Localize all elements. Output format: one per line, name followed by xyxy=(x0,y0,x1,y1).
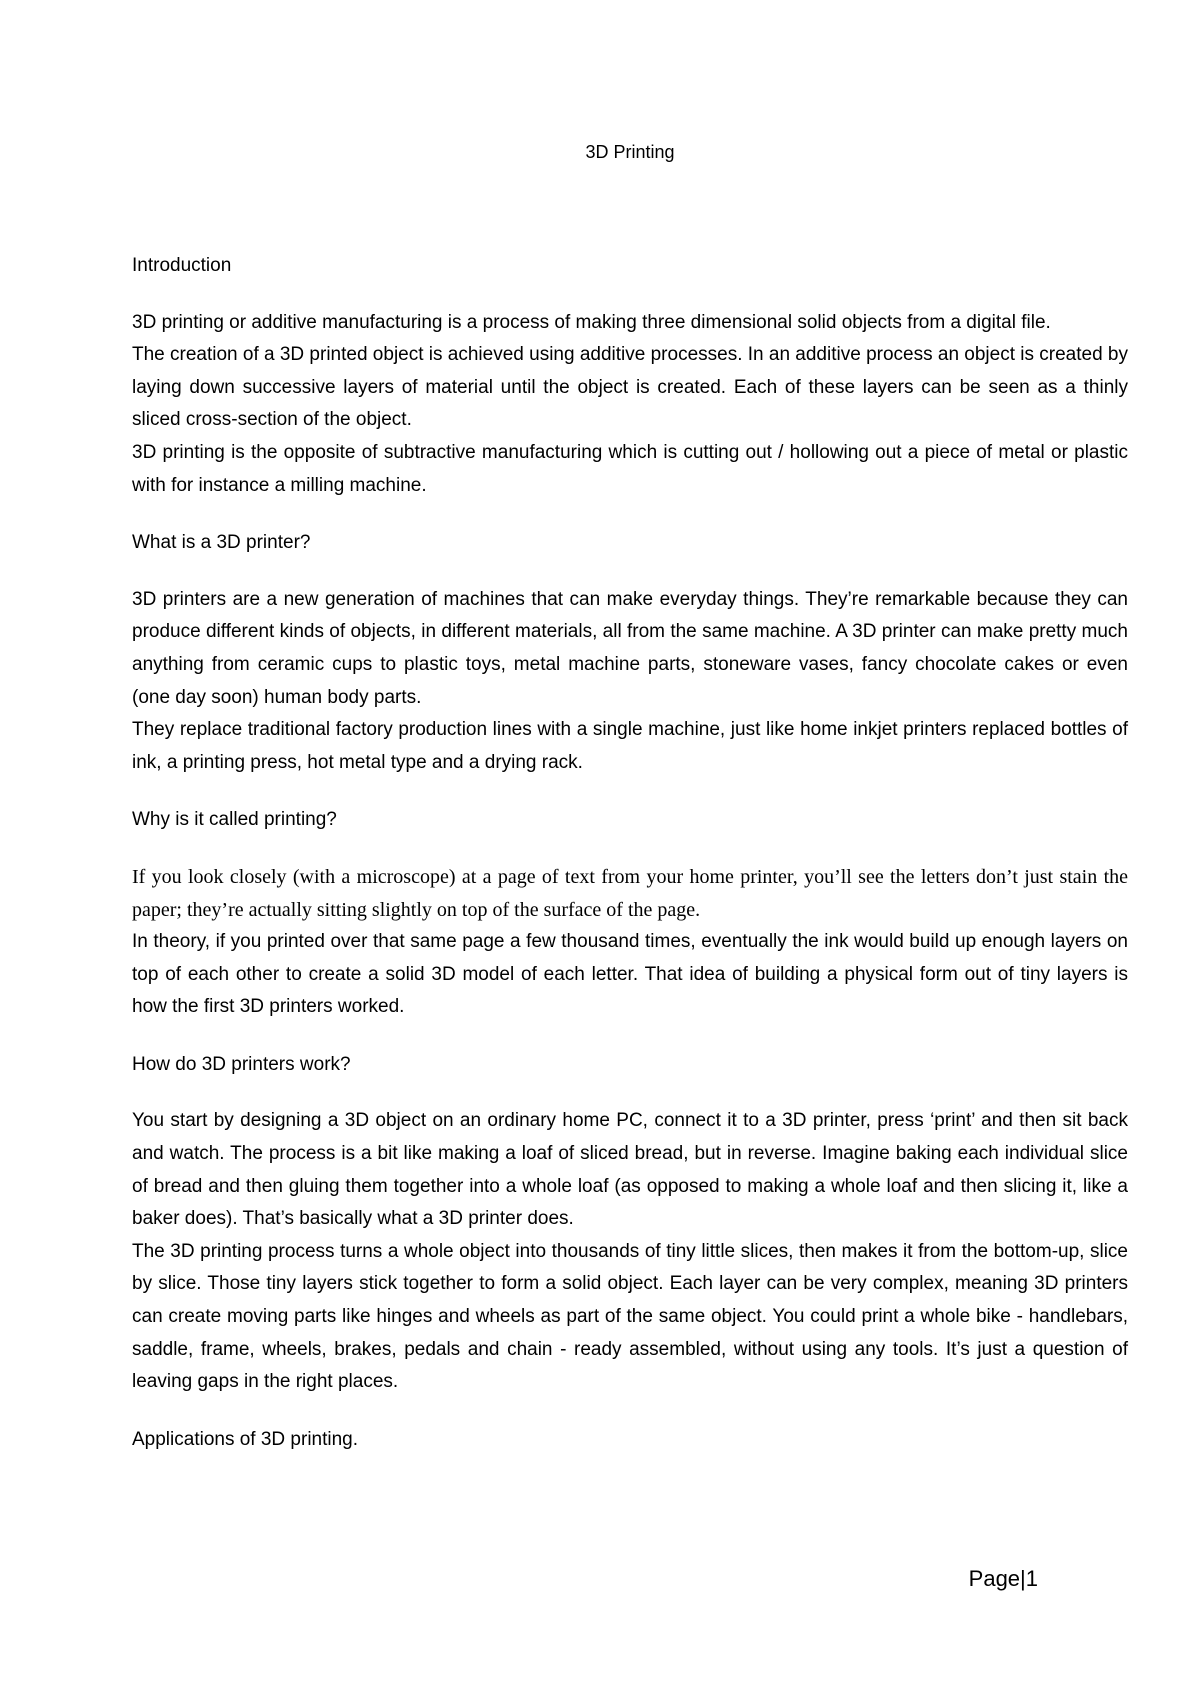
paragraph: In theory, if you printed over that same page a few thousand times, eventually the ink would build up enough layers on top of each other to create a solid 3D model of each letter. That idea of building a physical form out of tiny layers is how the first 3D printers worked. xyxy=(132,931,1128,1018)
paragraph: 3D printing is the opposite of subtractive manufacturing which is cutting out / hollowing out a piece of metal or plastic with for instance a milling machine. xyxy=(132,441,1128,496)
section-introduction xyxy=(132,250,1128,502)
section-what-is-a-3d-printer xyxy=(132,527,1128,779)
section-applications xyxy=(132,1424,1128,1457)
section-how-do-3d-printers-work xyxy=(132,1049,1128,1399)
section-heading: How do 3D printers work? xyxy=(132,1053,351,1075)
paragraph: 3D printers are a new generation of machines that can make everyday things. They’re remarkable because they can produce different kinds of objects, in different materials, all from the same machine. A 3D printer can make pretty much anything from ceramic cups to plastic toys, metal machine parts, stoneware vases, fancy chocolate cakes or even (one day soon) human body parts. xyxy=(132,588,1128,708)
section-heading: What is a 3D printer? xyxy=(132,532,311,554)
page-number: Page|1 xyxy=(968,1566,1038,1591)
document-body xyxy=(132,250,1128,1456)
paragraph: You start by designing a 3D object on an ordinary home PC, connect it to a 3D printer, press ‘print’ and then sit back and watch. The process is a bit like making a loaf of sliced bread, but in reverse. Imagine baking each individual slice of bread and then gluing them together into a whole loaf (as opposed to making a whole loaf and then slicing it, like a baker does). That’s basically what a 3D printer does. xyxy=(132,1110,1128,1230)
paragraph: They replace traditional factory production lines with a single machine, just like home inkjet printers replaced bottles of ink, a printing press, hot metal type and a drying rack. xyxy=(132,719,1128,773)
paragraph: The creation of a 3D printed object is achieved using additive processes. In an additive process an object is created by laying down successive layers of material until the object is created. Each of these layers can be seen as a thinly sliced cross-section of the object. xyxy=(132,344,1128,431)
section-heading: Applications of 3D printing. xyxy=(132,1428,359,1450)
section-heading: Why is it called printing? xyxy=(132,809,337,831)
paragraph: If you look closely (with a microscope) at a page of text from your home printer, you’ll see the letters don’t just stain the paper; they’re actually sitting slightly on top of the surface of the page. xyxy=(132,865,1128,921)
section-why-is-it-called-printing xyxy=(132,804,1128,1024)
document-title: 3D Printing xyxy=(585,142,675,162)
section-heading: Introduction xyxy=(132,255,232,276)
paragraph: 3D printing or additive manufacturing is a process of making three dimensional solid objects from a digital file. xyxy=(132,311,1051,333)
paragraph: The 3D printing process turns a whole object into thousands of tiny little slices, then makes it from the bottom-up, slice by slice. Those tiny layers stick together to form a solid object. Each layer can be very complex, meaning 3D printers can create moving parts like hinges and wheels as part of the same object. You could print a whole bike - handlebars, saddle, frame, wheels, brakes, pedals and chain - ready assembled, without using any tools. It’s just a question of leaving gaps in the right places. xyxy=(132,1240,1128,1393)
